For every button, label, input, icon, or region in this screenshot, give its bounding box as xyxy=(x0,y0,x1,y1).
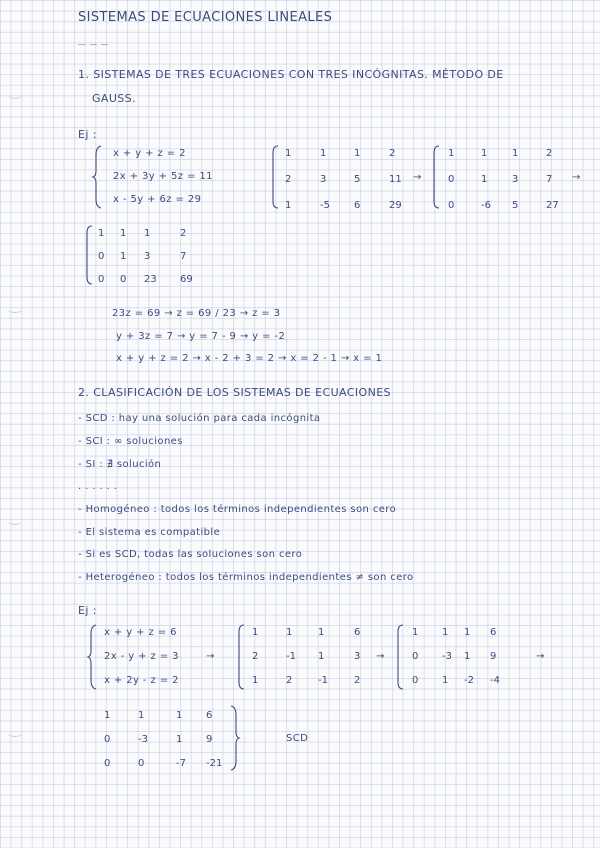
matrix-bracket xyxy=(237,624,245,690)
matrix-cell: -2 xyxy=(464,675,474,686)
matrix-cell: 0 xyxy=(104,734,111,745)
matrix-bracket xyxy=(396,624,404,690)
matrix-cell: 0 xyxy=(138,758,145,769)
matrix-cell: 1 xyxy=(104,710,111,721)
solution-step: x + y + z = 2 → x - 2 + 3 = 2 → x = 2 - 1 → x = 1 xyxy=(116,353,383,364)
section2-heading: 2. CLASIFICACIÓN DE LOS SISTEMAS DE ECUACIONES xyxy=(78,386,391,399)
classification-item: - Heterogéneo : todos los términos independientes ≠ son cero xyxy=(78,572,414,583)
matrix-cell: 1 xyxy=(320,148,327,159)
matrix-cell: 6 xyxy=(206,710,213,721)
classification-item: - SCD : hay una solución para cada incógnita xyxy=(78,413,321,424)
system-brace xyxy=(93,145,103,209)
matrix-cell: 1 xyxy=(120,228,127,239)
matrix-cell: -5 xyxy=(320,200,330,211)
system1-eq3: x - 5y + 6z = 29 xyxy=(113,194,202,205)
system2-eq3: x + 2y - z = 2 xyxy=(104,675,179,686)
matrix-cell: 1 xyxy=(442,627,449,638)
matrix-cell: 5 xyxy=(354,174,361,185)
matrix-cell: 6 xyxy=(354,627,361,638)
matrix-cell: 1 xyxy=(176,710,183,721)
matrix-cell: 7 xyxy=(180,251,187,262)
matrix-cell: 0 xyxy=(412,651,419,662)
matrix-cell: -7 xyxy=(176,758,186,769)
solution-step: y + 3z = 7 → y = 7 - 9 → y = -2 xyxy=(116,331,286,342)
matrix-cell: -6 xyxy=(481,200,491,211)
matrix-cell: 1 xyxy=(464,651,471,662)
matrix-cell: 0 xyxy=(448,174,455,185)
system2-eq1: x + y + z = 6 xyxy=(104,627,177,638)
example-label: Ej : xyxy=(78,604,97,617)
matrix-cell: -3 xyxy=(442,651,452,662)
classification-item: - Homogéneo : todos los términos independientes son cero xyxy=(78,504,397,515)
matrix-cell: 2 xyxy=(354,675,361,686)
classification-item: - El sistema es compatible xyxy=(78,527,221,538)
matrix-cell: 3 xyxy=(354,651,361,662)
classification-dots: . . . . . . xyxy=(78,481,118,492)
matrix-cell: 1 xyxy=(176,734,183,745)
matrix-cell: 9 xyxy=(206,734,213,745)
matrix-cell: 0 xyxy=(412,675,419,686)
margin-hole xyxy=(8,518,22,525)
matrix-cell: 2 xyxy=(180,228,187,239)
matrix-cell: 1 xyxy=(286,627,293,638)
margin-hole xyxy=(8,306,22,313)
margin-hole xyxy=(8,92,22,99)
section1-heading-cont: GAUSS. xyxy=(92,92,136,105)
arrow-icon: → xyxy=(376,651,385,662)
matrix-cell: 29 xyxy=(389,200,402,211)
matrix-cell: 1 xyxy=(318,627,325,638)
matrix-cell: 1 xyxy=(98,228,105,239)
matrix-cell: 5 xyxy=(512,200,519,211)
arrow-icon: → xyxy=(536,651,545,662)
system1-eq1: x + y + z = 2 xyxy=(113,148,186,159)
matrix-bracket xyxy=(85,225,93,285)
matrix-cell: 0 xyxy=(104,758,111,769)
matrix-cell: 23 xyxy=(144,274,157,285)
matrix-cell: 1 xyxy=(318,651,325,662)
matrix-cell: 0 xyxy=(98,274,105,285)
matrix-cell: 2 xyxy=(286,675,293,686)
matrix-cell: 0 xyxy=(98,251,105,262)
matrix-cell: 1 xyxy=(120,251,127,262)
matrix-cell: 1 xyxy=(285,200,292,211)
matrix-cell: 1 xyxy=(252,675,259,686)
arrow-icon: → xyxy=(413,172,422,183)
matrix-cell: 1 xyxy=(252,627,259,638)
matrix-cell: 69 xyxy=(180,274,193,285)
matrix-bracket xyxy=(432,145,440,209)
margin-hole xyxy=(8,730,22,737)
matrix-cell: 6 xyxy=(490,627,497,638)
matrix-cell: 1 xyxy=(285,148,292,159)
matrix-cell: 1 xyxy=(354,148,361,159)
header-date: — — — xyxy=(78,40,110,49)
matrix-cell: 0 xyxy=(120,274,127,285)
matrix-cell: 1 xyxy=(512,148,519,159)
page-title: SISTEMAS DE ECUACIONES LINEALES xyxy=(78,10,333,25)
matrix-cell: 2 xyxy=(546,148,553,159)
matrix-cell: 2 xyxy=(285,174,292,185)
arrow-icon: → xyxy=(206,651,215,662)
matrix-cell: 11 xyxy=(389,174,402,185)
matrix-cell: 1 xyxy=(412,627,419,638)
matrix-cell: 1 xyxy=(448,148,455,159)
matrix-cell: 9 xyxy=(490,651,497,662)
matrix-cell: 2 xyxy=(389,148,396,159)
matrix-bracket xyxy=(271,145,279,209)
example-label: Ej : xyxy=(78,128,97,141)
matrix-cell: 1 xyxy=(481,148,488,159)
result-label: SCD xyxy=(286,733,309,744)
matrix-cell: -21 xyxy=(206,758,223,769)
system2-eq2: 2x - y + z = 3 xyxy=(104,651,179,662)
system-brace xyxy=(88,624,98,690)
matrix-cell: 1 xyxy=(138,710,145,721)
classification-item: - SCI : ∞ soluciones xyxy=(78,436,183,447)
matrix-cell: 0 xyxy=(448,200,455,211)
classification-item: - Si es SCD, todas las soluciones son cero xyxy=(78,549,303,560)
matrix-cell: 1 xyxy=(481,174,488,185)
matrix-cell: 1 xyxy=(464,627,471,638)
matrix-cell: -3 xyxy=(138,734,148,745)
matrix-cell: 2 xyxy=(252,651,259,662)
system1-eq2: 2x + 3y + 5z = 11 xyxy=(113,171,213,182)
matrix-cell: 3 xyxy=(144,251,151,262)
solution-step: 23z = 69 → z = 69 / 23 → z = 3 xyxy=(112,308,281,319)
matrix-cell: -4 xyxy=(490,675,500,686)
matrix-cell: -1 xyxy=(318,675,328,686)
matrix-cell: 6 xyxy=(354,200,361,211)
classification-item: - SI : ∄ solución xyxy=(78,459,162,470)
section1-heading: 1. SISTEMAS DE TRES ECUACIONES CON TRES INCÓGNITAS. MÉTODO DE xyxy=(78,68,504,81)
matrix-cell: 1 xyxy=(144,228,151,239)
matrix-cell: 27 xyxy=(546,200,559,211)
matrix-cell: 3 xyxy=(512,174,519,185)
system-brace xyxy=(229,705,239,771)
matrix-cell: 3 xyxy=(320,174,327,185)
arrow-icon: → xyxy=(572,172,581,183)
matrix-cell: 7 xyxy=(546,174,553,185)
matrix-cell: -1 xyxy=(286,651,296,662)
matrix-cell: 1 xyxy=(442,675,449,686)
